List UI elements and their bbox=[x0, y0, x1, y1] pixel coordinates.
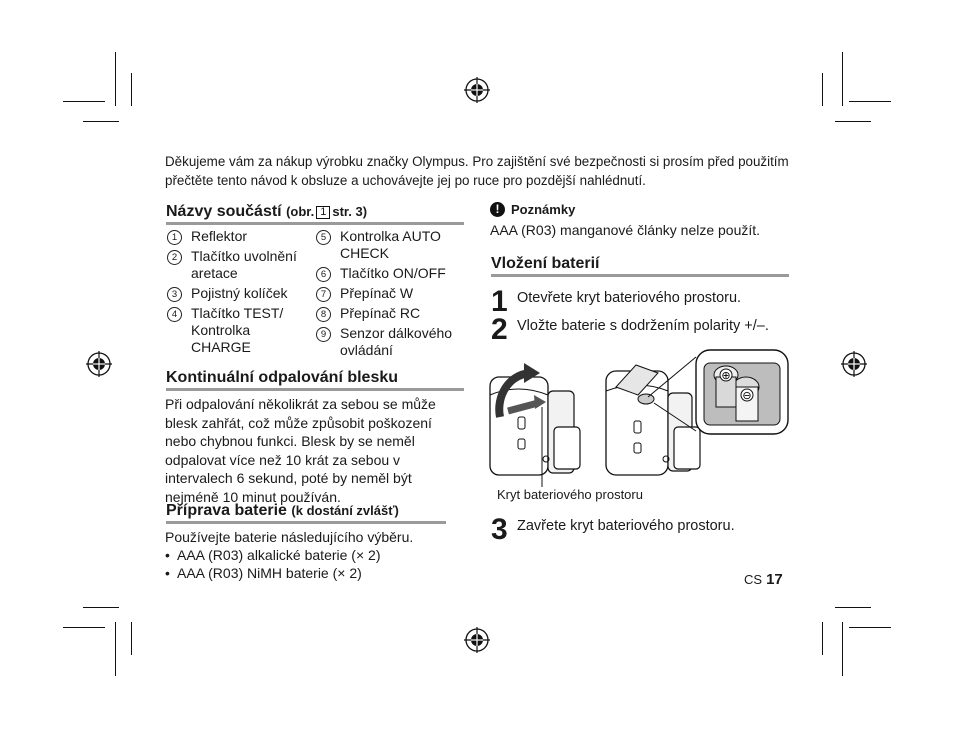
battery-type-list bbox=[165, 546, 465, 582]
crop-mark bbox=[822, 622, 823, 655]
minus-icon: ⊖ bbox=[742, 390, 752, 402]
crop-mark bbox=[131, 73, 132, 106]
list-item bbox=[166, 248, 308, 282]
part-label: Reflektor bbox=[191, 228, 248, 244]
page-footer bbox=[744, 571, 783, 588]
exclamation-icon: ! bbox=[490, 202, 505, 217]
part-number: 5 bbox=[316, 230, 331, 245]
crop-mark bbox=[842, 622, 843, 676]
registration-mark-icon bbox=[464, 627, 490, 653]
part-label: Pojistný kolíček bbox=[191, 285, 288, 301]
step-text: Zavřete kryt bateriového prostoru. bbox=[517, 518, 735, 534]
part-number: 2 bbox=[167, 250, 182, 265]
step-3 bbox=[491, 513, 781, 546]
list-item bbox=[315, 265, 465, 282]
crop-mark bbox=[63, 627, 105, 628]
step-number: 1 bbox=[491, 285, 508, 318]
battery-prep-title-note: (k dostání zvlášť) bbox=[291, 503, 399, 518]
parts-title-text: Názvy součástí bbox=[166, 203, 282, 220]
part-number: 9 bbox=[316, 327, 331, 342]
step-number: 2 bbox=[491, 313, 508, 346]
battery-prep-title bbox=[166, 502, 446, 524]
intro-text: Děkujeme vám za nákup výrobku značky Olympus. Pro zajištění své bezpečnosti si prosím před použitím přečtěte tento návod k obsluze a uchovávejte jej po ruce pro pozdější nahlédnutí. bbox=[165, 154, 789, 188]
part-label: Tlačítko TEST/ Kontrolka CHARGE bbox=[191, 305, 284, 355]
continuous-section-title: Kontinuální odpalování blesku bbox=[166, 369, 464, 391]
part-label: Přepínač W bbox=[340, 285, 414, 301]
part-number: 1 bbox=[167, 230, 182, 245]
part-label: Tlačítko uvolnění aretace bbox=[191, 248, 297, 281]
notes-title bbox=[490, 202, 575, 217]
part-number: 8 bbox=[316, 307, 331, 322]
crop-mark bbox=[83, 607, 119, 608]
notes-title-text: Poznámky bbox=[511, 202, 576, 217]
crop-mark bbox=[849, 627, 891, 628]
crop-mark bbox=[83, 121, 119, 122]
crop-mark bbox=[835, 121, 871, 122]
step-1 bbox=[491, 285, 781, 318]
crop-mark bbox=[63, 101, 105, 102]
list-item bbox=[315, 305, 465, 322]
page-number: 17 bbox=[766, 571, 783, 588]
parts-list-right bbox=[315, 228, 465, 362]
registration-mark-icon bbox=[841, 351, 867, 377]
battery-prep-intro: Používejte baterie následujícího výběru. bbox=[165, 529, 414, 545]
step-2 bbox=[491, 313, 776, 346]
part-number: 3 bbox=[167, 287, 182, 302]
part-label: Tlačítko ON/OFF bbox=[340, 265, 446, 281]
list-item bbox=[315, 325, 465, 359]
parts-list-left bbox=[166, 228, 308, 359]
registration-mark-icon bbox=[464, 77, 490, 103]
crop-mark bbox=[115, 622, 116, 676]
part-number: 7 bbox=[316, 287, 331, 302]
step-text: Otevřete kryt bateriového prostoru. bbox=[517, 290, 742, 306]
insert-section-title: Vložení baterií bbox=[491, 255, 789, 277]
figure-ref-box: 1 bbox=[316, 206, 330, 219]
illustration-caption: Kryt bateriového prostoru bbox=[497, 487, 643, 502]
battery-illustration bbox=[488, 347, 793, 487]
registration-mark-icon bbox=[86, 351, 112, 377]
plus-icon: ⊕ bbox=[721, 370, 731, 382]
step-number: 3 bbox=[491, 513, 508, 546]
list-item bbox=[315, 285, 465, 302]
list-item bbox=[166, 228, 308, 245]
crop-mark bbox=[849, 101, 891, 102]
part-number: 6 bbox=[316, 267, 331, 282]
parts-ref-suffix: str. 3) bbox=[332, 204, 368, 219]
list-item: • AAA (R03) NiMH baterie (× 2) bbox=[165, 564, 465, 582]
parts-section-title bbox=[166, 203, 464, 225]
list-item bbox=[166, 305, 292, 356]
battery-prep-title-text: Příprava baterie bbox=[166, 502, 287, 519]
crop-mark bbox=[835, 607, 871, 608]
list-item bbox=[315, 228, 465, 262]
part-label: Senzor dálkového ovládání bbox=[340, 325, 453, 358]
crop-mark bbox=[822, 73, 823, 106]
part-number: 4 bbox=[167, 307, 182, 322]
crop-mark bbox=[842, 52, 843, 106]
part-label: Kontrolka AUTO CHECK bbox=[340, 228, 441, 261]
notes-text: AAA (R03) manganové články nelze použít. bbox=[490, 222, 761, 238]
parts-ref-prefix: (obr. bbox=[286, 204, 315, 219]
crop-mark bbox=[131, 622, 132, 655]
crop-mark bbox=[115, 52, 116, 106]
part-label: Přepínač RC bbox=[340, 305, 421, 321]
list-item: • AAA (R03) alkalické baterie (× 2) bbox=[165, 546, 465, 564]
list-item bbox=[166, 285, 308, 302]
continuous-text: Při odpalování několikrát za sebou se může blesk zahřát, což může způsobit poškození nebo chybnou funkci. Blesk by se neměl odpalovat více než 10 krát za sebou v intervalech 6 sekund, poté by neměl být nejméně 10 minut používán. bbox=[165, 396, 436, 505]
step-text: Vložte baterie s dodržením polarity +/–. bbox=[517, 318, 769, 334]
language-code: CS bbox=[744, 572, 763, 587]
